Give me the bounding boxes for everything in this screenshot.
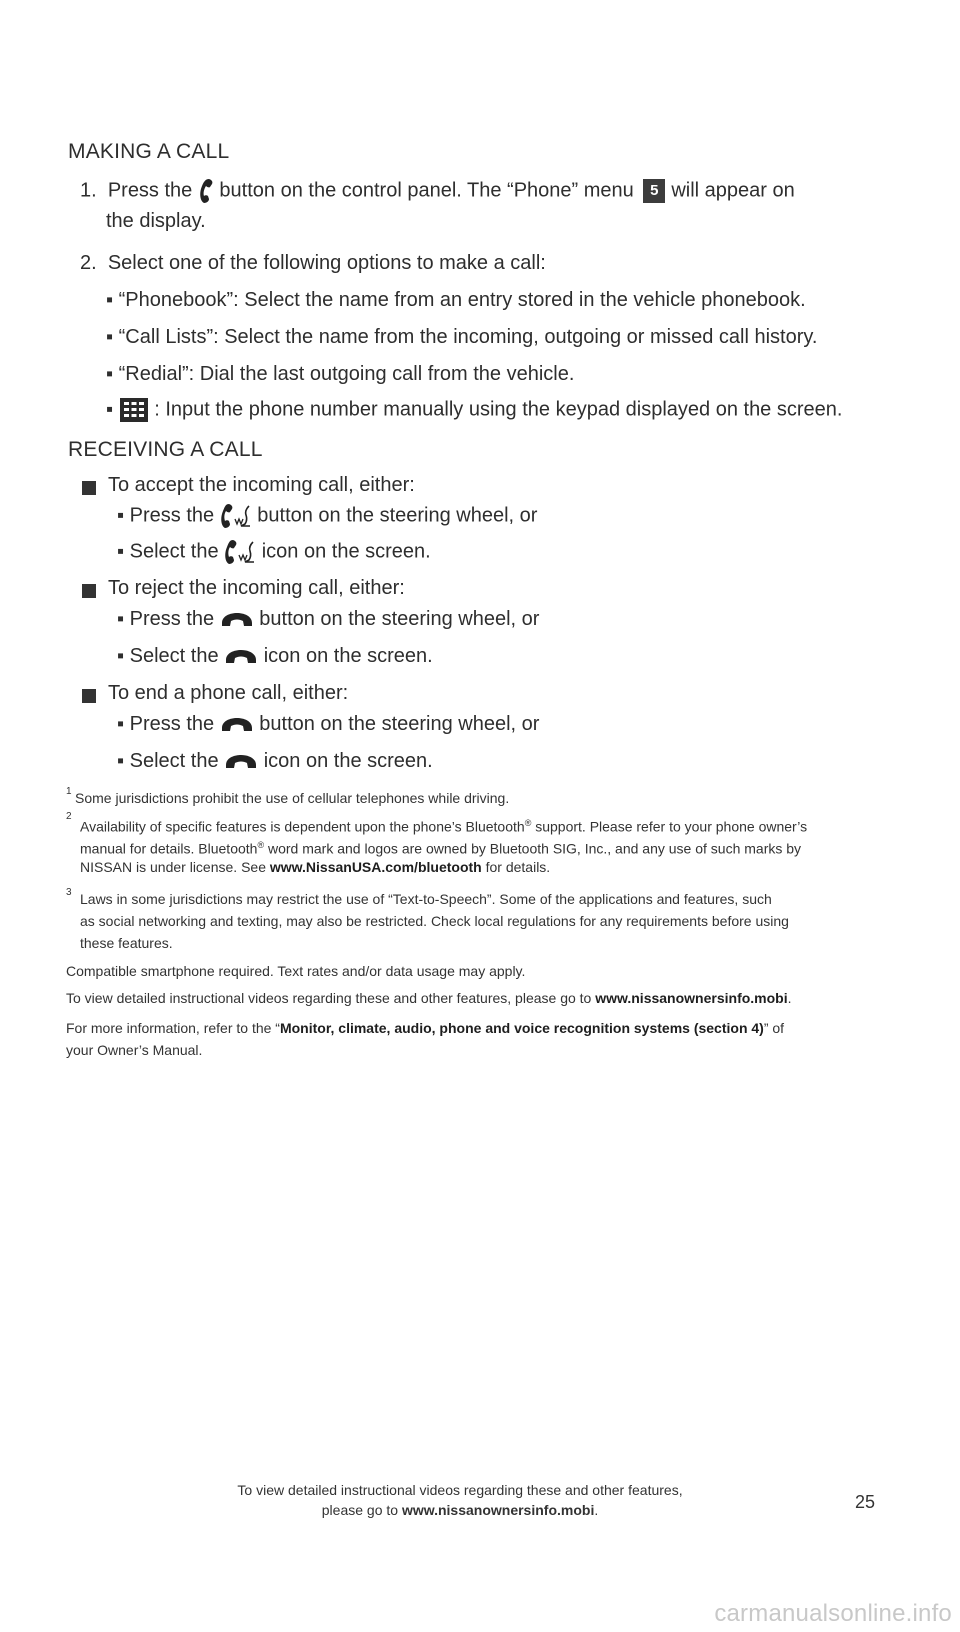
square-bullet-accept xyxy=(82,481,96,495)
registered-mark: ® xyxy=(524,818,532,828)
phone-handset-icon xyxy=(198,178,214,204)
reject-press-pre: ▪ Press the xyxy=(117,608,215,630)
footer-text: please go to xyxy=(321,1502,402,1518)
phone-voice-icon xyxy=(224,539,256,565)
reject-press-post: button on the steering wheel, or xyxy=(259,608,540,630)
footer-end: . xyxy=(594,1502,599,1518)
videos-note xyxy=(66,988,792,1009)
footnote-2-text-b: support. Please refer to your phone owner’s xyxy=(531,818,808,835)
step-2-text: Select one of the following options to make a call: xyxy=(107,252,546,274)
footnote-3-line-2: as social networking and texting, may also be restricted. Check local regulations for any requirements before using xyxy=(80,913,789,929)
footnote-2-line-3 xyxy=(80,857,550,878)
step-1 xyxy=(80,178,795,204)
keypad-text: : Input the phone number manually using the keypad displayed on the screen. xyxy=(154,398,843,421)
end-press-post: button on the steering wheel, or xyxy=(259,713,540,735)
footnote-2-text-e: NISSAN is under license. See xyxy=(80,859,270,875)
end-select-post: icon on the screen. xyxy=(263,750,433,772)
keypad-bullet: ▪ xyxy=(106,398,114,421)
accept-press-post: button on the steering wheel, or xyxy=(257,504,538,527)
receiving-call-heading: RECEIVING A CALL xyxy=(68,438,263,461)
watermark: carmanualsonline.info xyxy=(714,1600,952,1627)
page-number: 25 xyxy=(854,1492,875,1512)
keypad-icon xyxy=(119,397,149,423)
footnote-2-text-d: word mark and logos are owned by Bluetooth SIG, Inc., and any use of such marks by xyxy=(264,840,802,857)
accept-press-pre: ▪ Press the xyxy=(117,504,215,527)
footnote-3-line-1: Laws in some jurisdictions may restrict the use of “Text-to-Speech”. Some of the applications and features, such xyxy=(80,891,772,907)
reject-press xyxy=(117,608,539,631)
step-1-number: 1. xyxy=(80,179,97,202)
step-2 xyxy=(80,252,546,275)
square-bullet-reject xyxy=(82,584,96,598)
more-info-line-1 xyxy=(66,1018,784,1039)
accept-select xyxy=(117,539,431,565)
end-select-pre: ▪ Select the xyxy=(117,750,219,772)
hang-up-icon xyxy=(224,649,258,665)
accept-select-post: icon on the screen. xyxy=(261,540,431,563)
reject-select-post: icon on the screen. xyxy=(263,645,433,667)
step-1-continued: the display. xyxy=(106,210,206,232)
footnote-2-text-a: Availability of specific features is dependent upon the phone’s Bluetooth xyxy=(80,818,525,835)
reject-title: To reject the incoming call, either: xyxy=(108,577,405,599)
footnote-2-text-c: manual for details. Bluetooth xyxy=(80,840,258,857)
compatibility-note: Compatible smartphone required. Text rates and/or data usage may apply. xyxy=(66,963,526,979)
footnote-2-line-1 xyxy=(80,813,807,838)
making-call-heading: MAKING A CALL xyxy=(68,140,230,163)
footer-line-2 xyxy=(180,1500,740,1520)
reject-select-pre: ▪ Select the xyxy=(117,645,219,667)
step-2-number: 2. xyxy=(80,252,97,274)
step-1-pre: Press the xyxy=(107,179,193,202)
footnote-1-mark: 1 xyxy=(66,786,72,797)
step-1-post: button on the control panel. The “Phone” menu xyxy=(219,179,634,202)
owners-manual-section-ref: Monitor, climate, audio, phone and voice recognition systems (section 4) xyxy=(279,1020,764,1036)
square-bullet-end xyxy=(82,689,96,703)
accept-press xyxy=(117,503,537,529)
footnote-2-mark: 2 xyxy=(66,811,72,822)
option-keypad xyxy=(106,397,842,423)
phone-voice-icon xyxy=(220,503,252,529)
owners-info-link[interactable]: www.nissanownersinfo.mobi xyxy=(595,990,788,1006)
option-call-lists: ▪ “Call Lists”: Select the name from the incoming, outgoing or missed call history. xyxy=(106,326,818,348)
more-info-line-2: your Owner’s Manual. xyxy=(66,1042,203,1058)
footnote-1: Some jurisdictions prohibit the use of cellular telephones while driving. xyxy=(75,790,510,806)
hang-up-icon xyxy=(220,612,254,628)
end-press-pre: ▪ Press the xyxy=(117,713,215,735)
videos-note-end: . xyxy=(787,990,792,1006)
option-phonebook: ▪ “Phonebook”: Select the name from an entry stored in the vehicle phonebook. xyxy=(106,289,806,311)
videos-note-text: To view detailed instructional videos regarding these and other features, please go to xyxy=(66,990,596,1006)
bluetooth-link[interactable]: www.NissanUSA.com/bluetooth xyxy=(269,859,482,875)
hang-up-icon xyxy=(224,754,258,770)
end-press xyxy=(117,713,539,736)
more-info-text-a: For more information, refer to the “ xyxy=(66,1020,280,1036)
accept-select-pre: ▪ Select the xyxy=(117,540,219,563)
registered-mark: ® xyxy=(257,840,265,850)
more-info-text-b: ” of xyxy=(763,1020,785,1036)
reject-select xyxy=(117,645,433,668)
footnote-3-line-3: these features. xyxy=(80,935,173,951)
footnote-2-line-2 xyxy=(80,835,801,860)
option-redial: ▪ “Redial”: Dial the last outgoing call from the vehicle. xyxy=(106,363,575,385)
accept-title: To accept the incoming call, either: xyxy=(108,474,415,496)
callout-badge-5: 5 xyxy=(643,179,665,203)
step-1-tail: will appear on xyxy=(671,179,795,202)
footnote-2-text-f: for details. xyxy=(481,859,551,875)
footer-line-1: To view detailed instructional videos regarding these and other features, xyxy=(237,1482,683,1498)
end-select xyxy=(117,750,433,773)
footer-owners-info-link[interactable]: www.nissanownersinfo.mobi xyxy=(401,1502,595,1518)
end-title: To end a phone call, either: xyxy=(108,682,349,704)
hang-up-icon xyxy=(220,717,254,733)
footnote-3-mark: 3 xyxy=(66,887,72,898)
